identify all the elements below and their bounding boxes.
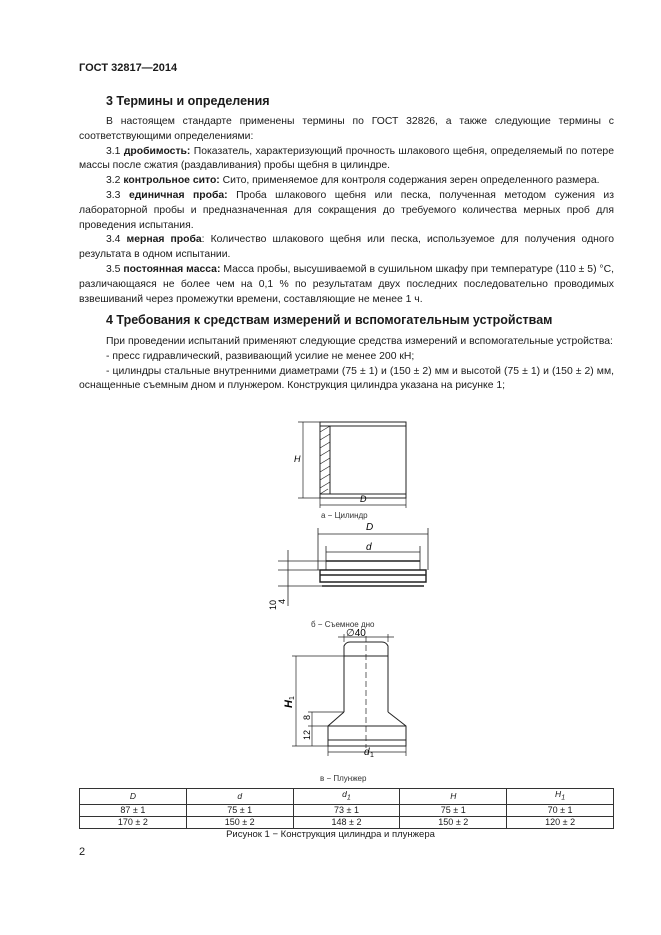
table-cell: 150 ± 2 [400, 816, 507, 828]
caption-b: б − Съемное дно [311, 620, 375, 629]
label-d-bottom: d [366, 542, 372, 553]
figure-title: Рисунок 1 − Конструкция цилиндра и плунжера [226, 829, 435, 840]
label-4: 4 [277, 598, 287, 604]
figure-cylinder [290, 412, 420, 512]
table-header-cell: H [400, 789, 507, 805]
table-cell: 75 ± 1 [186, 804, 293, 816]
table-header-cell: D [80, 789, 187, 805]
table-header-cell: d [186, 789, 293, 805]
figure-plunger [278, 628, 428, 773]
section-4-title: 4 Требования к средствам измерений и вспомогательным устройствам [106, 313, 553, 327]
table-row [80, 804, 614, 816]
label-D-bottom: D [366, 522, 374, 533]
term-3-4: 3.4 мерная проба: Количество шлакового щебня или песка, используемое для получения одного результата в одном испытании. [79, 234, 615, 261]
label-d1-sub: 1 [370, 752, 374, 759]
table-row [80, 816, 614, 828]
label-H1-sub: 1 [289, 696, 296, 700]
term-3-1: 3.1 дробимость: Показатель, характеризующий прочность шлакового щебня, определяемый по потере массы после сжатия (раздавливания) пробы щебня в цилиндре. [79, 145, 614, 172]
term-3-3: 3.3 единичная проба: Проба шлакового щебня или песка, полученная методом сужения из лабораторной пробы и предназначенная для сокращения до требуемого количества мерных проб для проведения испытания. [79, 189, 614, 231]
section-4-body [79, 335, 614, 394]
standard-header: ГОСТ 32817—2014 [79, 62, 178, 74]
table-header-row [80, 789, 614, 805]
dimensions-table [79, 788, 614, 829]
label-8: 8 [302, 714, 312, 720]
page-number: 2 [79, 846, 86, 858]
caption-a: а − Цилиндр [321, 511, 368, 520]
section-3-body [79, 115, 614, 307]
table-header-cell: $d_1$ [293, 789, 400, 805]
table-cell: 70 ± 1 [507, 804, 614, 816]
item-cylinders: - цилиндры стальные внутренними диаметрами (75 ± 1) и (150 ± 2) мм и высотой (75 ± 1) и (150 ± 2) мм, оснащенные съемным дном и плунжером. Конструкция цилиндра указана на рисунке 1; [79, 365, 614, 392]
term-3-2: 3.2 контрольное сито: Сито, применяемое для контроля содержания зерен определенного размера. [106, 175, 600, 187]
section-3-intro: В настоящем стандарте применены термины по ГОСТ 32826, а также следующие термины с соответствующими определениями: [79, 116, 614, 142]
caption-c: в − Плунжер [320, 774, 367, 783]
label-H: H [294, 454, 301, 464]
table-cell: 170 ± 2 [80, 816, 187, 828]
label-H1: H [283, 700, 295, 708]
label-D: D [360, 494, 367, 504]
label-12: 12 [302, 729, 312, 740]
table-header-cell: $H_1$ [507, 789, 614, 805]
table-cell: 120 ± 2 [507, 816, 614, 828]
label-d1: d [364, 747, 370, 758]
figure-bottom [268, 520, 438, 620]
item-press: - пресс гидравлический, развивающий усилие не менее 200 кН; [106, 350, 415, 362]
label-10: 10 [268, 599, 278, 610]
table-cell: 87 ± 1 [80, 804, 187, 816]
table-cell: 73 ± 1 [293, 804, 400, 816]
label-dia40: ∅40 [346, 628, 366, 639]
section-3-title: 3 Термины и определения [106, 94, 270, 108]
table-cell: 75 ± 1 [400, 804, 507, 816]
table-cell: 148 ± 2 [293, 816, 400, 828]
section-4-intro: При проведении испытаний применяют следующие средства измерений и вспомогательные устройства: [106, 336, 613, 347]
table-cell: 150 ± 2 [186, 816, 293, 828]
term-3-5: 3.5 постоянная масса: Масса пробы, высушиваемой в сушильном шкафу при температуре (110 ± 5) °С, различающаяся не более чем на 0,1 % по результатам двух последних последовательно проводимых взвешиваний через промежутки времени, составляющие не менее 1 ч. [79, 263, 614, 305]
